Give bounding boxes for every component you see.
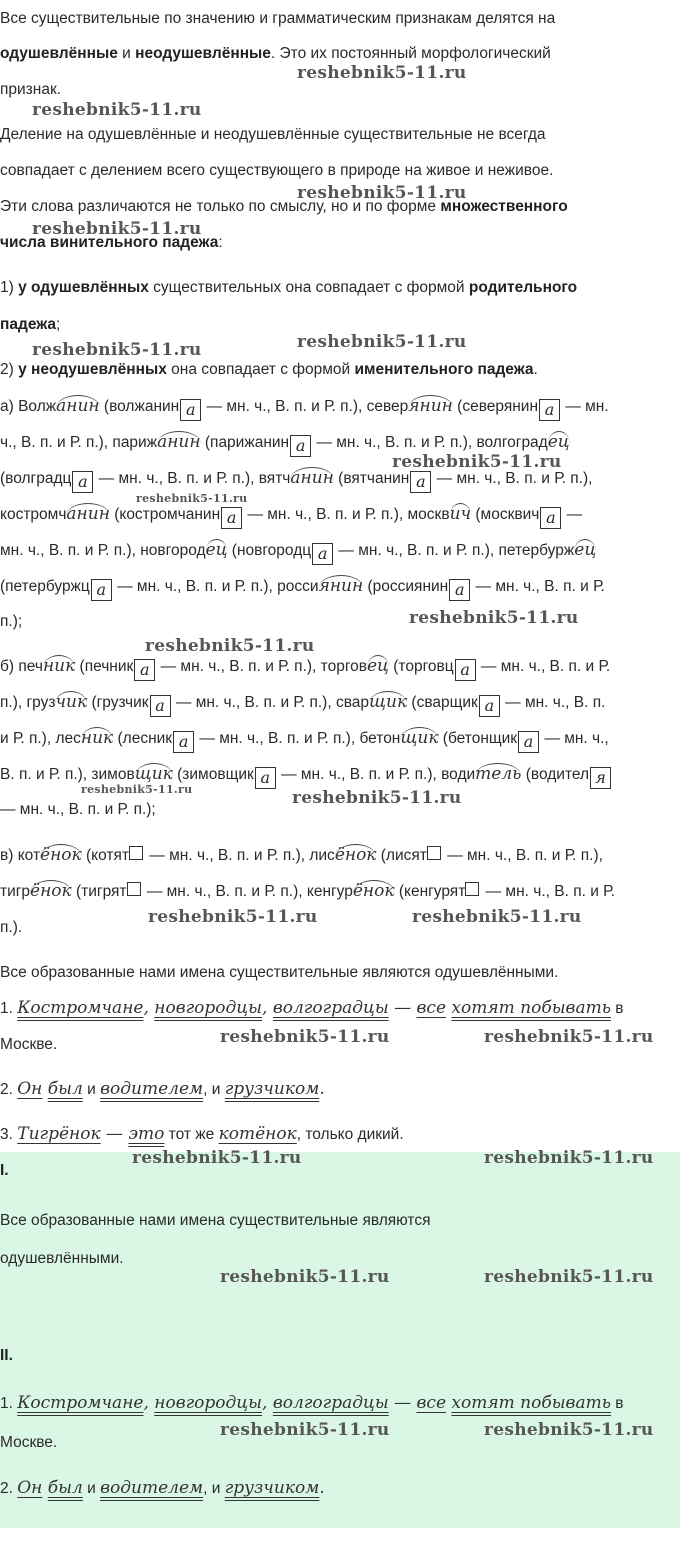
watermark: reshebnik5-11.ru [81, 783, 193, 796]
watermark: reshebnik5-11.ru [220, 1027, 390, 1047]
watermark: reshebnik5-11.ru [220, 1420, 390, 1440]
list-a-line: ч., В. п. и Р. п.), парижанин (парижанин а — мн. ч., В. п. и Р. п.), волгоградец [0, 432, 570, 455]
list-a-line: а) Волжанин (волжанин а — мн. ч., В. п. и Р. п.), северянин (северянин а — мн. [0, 396, 609, 419]
suffix-mark: анин [157, 432, 201, 452]
suffix-mark: щик [134, 764, 173, 784]
suffix-mark: ец [574, 540, 597, 560]
suffix-mark: ёнок [30, 881, 72, 901]
answer-text: одушевлёнными. [0, 1250, 124, 1267]
ending-box: а [255, 767, 276, 789]
answer-sentence-2: 2. Он был и водителем, и грузчиком. [0, 1478, 325, 1498]
ending-box: а [134, 659, 155, 681]
suffix-mark: ец [547, 432, 570, 452]
empty-ending-box [127, 882, 141, 896]
answer-sentence-1: Москве. [0, 1434, 58, 1451]
intro-line: Все существительные по значению и грамматическим признакам делятся на [0, 10, 556, 27]
empty-ending-box [129, 846, 143, 860]
intro-line: числа винительного падежа: [0, 234, 223, 251]
answer-text: Все образованные нами имена существительные являются [0, 1212, 431, 1229]
ending-box: а [479, 695, 500, 717]
list-v-line: тигрёнок (тигрят — мн. ч., В. п. и Р. п.), кенгурёнок (кенгурят — мн. ч., В. п. и Р. [0, 881, 615, 901]
ending-box: а [455, 659, 476, 681]
watermark: reshebnik5-11.ru [484, 1267, 654, 1287]
answer-heading-1: I. [0, 1162, 9, 1179]
ending-box: а [290, 435, 311, 457]
ending-box: я [590, 767, 611, 789]
ending-box: а [150, 695, 171, 717]
intro-line: Деление на одушевлённые и неодушевлённые существительные не всегда [0, 126, 546, 143]
watermark: reshebnik5-11.ru [297, 183, 467, 203]
intro-line: признак. [0, 81, 62, 98]
watermark: reshebnik5-11.ru [136, 492, 248, 505]
ending-box: а [180, 399, 201, 421]
watermark: reshebnik5-11.ru [32, 340, 202, 360]
sentence-2: 2. Он был и водителем, и грузчиком. [0, 1079, 325, 1099]
intro-line: совпадает с делением всего существующего в природе на живое и неживое. [0, 162, 554, 179]
list-b-line: и Р. п.), лесник (лесник а — мн. ч., В. п. и Р. п.), бетонщик (бетонщик а — мн. ч., [0, 728, 609, 751]
suffix-mark: ёнок [334, 845, 377, 865]
ending-box: а [410, 471, 431, 493]
ending-box: а [91, 579, 112, 601]
intro-line: одушевлённые и неодушевлённые. Это их постоянный морфологический [0, 45, 551, 62]
watermark: reshebnik5-11.ru [392, 452, 562, 472]
sentence-3: 3. Тигрёнок — это тот же котёнок, только дикий. [0, 1124, 404, 1144]
sentence-1: Москве. [0, 1036, 58, 1053]
list-b-line: — мн. ч., В. п. и Р. п.); [0, 801, 156, 818]
answer-sentence-1: 1. Костромчане, новгородцы, волгоградцы — все хотят побывать в [0, 1393, 624, 1413]
watermark: reshebnik5-11.ru [132, 1148, 302, 1168]
suffix-mark: ич [449, 504, 472, 524]
suffix-mark: щик [400, 728, 439, 748]
suffix-mark: ёнок [352, 881, 395, 901]
list-v-line: п.). [0, 919, 23, 936]
ending-box: а [540, 507, 561, 529]
list-a-line: костромчанин (костромчанин а — мн. ч., В. п. и Р. п.), москвич (москвич а — [0, 504, 583, 527]
ending-box: а [449, 579, 470, 601]
suffix-mark: ец [205, 540, 228, 560]
watermark: reshebnik5-11.ru [409, 608, 579, 628]
suffix-mark: ник [80, 728, 114, 748]
rule-1: падежа; [0, 316, 61, 333]
suffix-mark: янин [408, 396, 453, 416]
ending-box: а [173, 731, 194, 753]
list-a-line: (волградц а — мн. ч., В. п. и Р. п.), вятчанин (вятчанин а — мн. ч., В. п. и Р. п.), [0, 468, 593, 491]
list-b-line: п.), грузчик (грузчик а — мн. ч., В. п. и Р. п.), сварщик (сварщик а — мн. ч., В. п. [0, 692, 606, 715]
ending-box: а [72, 471, 93, 493]
suffix-mark: ец [367, 656, 389, 676]
ending-box: а [539, 399, 560, 421]
watermark: reshebnik5-11.ru [148, 907, 318, 927]
watermark: reshebnik5-11.ru [32, 100, 202, 120]
suffix-mark: чик [55, 692, 88, 712]
rule-2: 2) у неодушевлённых она совпадает с формой именительного падежа. [0, 361, 538, 378]
list-b-line: б) печник (печник а — мн. ч., В. п. и Р. п.), торговец (торговц а — мн. ч., В. п. и Р. [0, 656, 611, 679]
answer-heading-2: II. [0, 1347, 13, 1364]
watermark: reshebnik5-11.ru [484, 1148, 654, 1168]
suffix-mark: анин [290, 468, 334, 488]
suffix-mark: тель [475, 764, 522, 784]
ending-box: а [312, 543, 333, 565]
list-v-line: в) котёнок (котят — мн. ч., В. п. и Р. п.), лисёнок (лисят — мн. ч., В. п. и Р. п.), [0, 845, 603, 865]
watermark: reshebnik5-11.ru [292, 788, 462, 808]
watermark: reshebnik5-11.ru [32, 219, 202, 239]
suffix-mark: янин [318, 576, 364, 596]
list-b-line: В. п. и Р. п.), зимовщик (зимовщик а — мн. ч., В. п. и Р. п.), водитель (водител я [0, 756, 680, 793]
watermark: reshebnik5-11.ru [412, 907, 582, 927]
rule-1: 1) у одушевлённых существительных она совпадает с формой родительного [0, 279, 578, 296]
suffix-mark: ник [42, 656, 76, 676]
intro-line: Эти слова различаются не только по смыслу, но и по форме множественного [0, 198, 568, 215]
watermark: reshebnik5-11.ru [145, 636, 315, 656]
list-a-line: (петербуржц а — мн. ч., В. п. и Р. п.), россиянин (россиянин а — мн. ч., В. п. и Р. [0, 576, 605, 599]
summary-text: Все образованные нами имена существительные являются одушевлёнными. [0, 964, 559, 981]
suffix-mark: анин [56, 396, 100, 416]
suffix-mark: анин [66, 504, 110, 524]
watermark: reshebnik5-11.ru [297, 63, 467, 83]
suffix-mark: ёнок [40, 845, 82, 865]
watermark: reshebnik5-11.ru [484, 1420, 654, 1440]
watermark: reshebnik5-11.ru [220, 1267, 390, 1287]
empty-ending-box [465, 882, 479, 896]
list-a-line: мн. ч., В. п. и Р. п.), новгородец (новгородц а — мн. ч., В. п. и Р. п.), петербуржец [0, 540, 597, 563]
suffix-mark: щик [369, 692, 408, 712]
watermark: reshebnik5-11.ru [484, 1027, 654, 1047]
ending-box: а [221, 507, 242, 529]
sentence-1: 1. Костромчане, новгородцы, волгоградцы — все хотят побывать в [0, 998, 624, 1018]
list-a-line: п.); [0, 613, 23, 630]
ending-box: а [518, 731, 539, 753]
watermark: reshebnik5-11.ru [297, 332, 467, 352]
empty-ending-box [427, 846, 441, 860]
